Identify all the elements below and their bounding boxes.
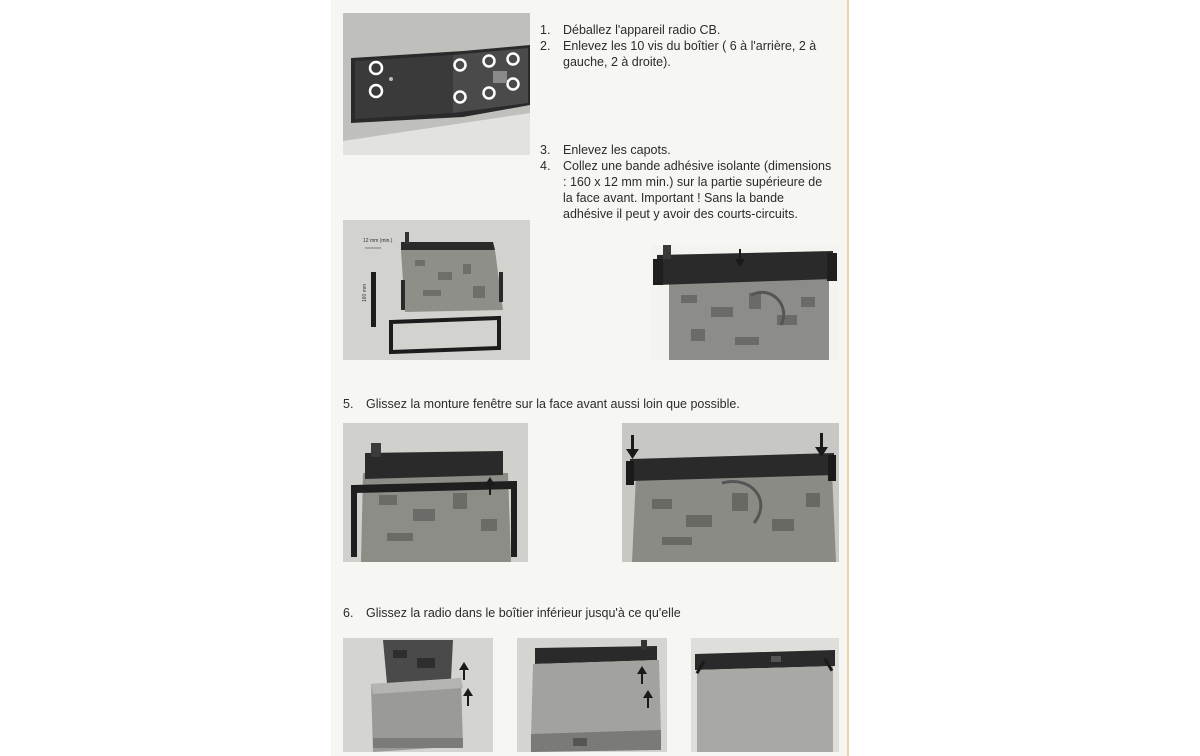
step-text: Collez une bande adhésive isolante (dimensions : 160 x 12 mm min.) sur la partie supérieure de la face avant. Important ! Sans la bande adhésive il peut y avoir des courts-circuits.: [563, 159, 832, 221]
radio-rear-illustration: [343, 13, 530, 155]
step-2: [540, 38, 840, 70]
step-text: Glissez la radio dans le boîtier inférieur jusqu'à ce qu'elle: [366, 606, 681, 620]
photo-radio-into-case: [343, 638, 493, 752]
step-number: 4.: [540, 159, 551, 173]
photo-radio-rear-screws: [343, 13, 530, 155]
step-6: [343, 605, 837, 621]
window-mount-illustration: [343, 423, 528, 562]
step-number: 1.: [540, 23, 551, 37]
parts-tape-illustration: [343, 220, 530, 360]
front-panel-illustration: [651, 245, 839, 360]
photo-window-mount-fitted: [622, 423, 839, 562]
step-text: Déballez l'appareil radio CB.: [563, 23, 721, 37]
tape-width-label: 12 mm (min.): [363, 238, 393, 244]
steps-1-2: [540, 22, 840, 70]
step-number: 2.: [540, 39, 551, 53]
step-text: Glissez la monture fenêtre sur la face avant aussi loin que possible.: [366, 397, 740, 411]
steps-3-4: [540, 142, 832, 222]
step-1: [540, 22, 840, 38]
photo-window-mount-slide: [343, 423, 528, 562]
manual-page: [331, 0, 849, 756]
step-5: [343, 396, 837, 412]
step-text: Enlevez les 10 vis du boîtier ( 6 à l'arrière, 2 à gauche, 2 à droite).: [563, 39, 817, 69]
step-4: [540, 158, 832, 222]
radio-closed-illustration: [691, 638, 839, 752]
step-text: Enlevez les capots.: [563, 143, 671, 157]
step-number: 5.: [343, 397, 354, 411]
window-mount-fitted-illustration: [622, 423, 839, 562]
photo-parts-tape: [343, 220, 530, 360]
step-number: 3.: [540, 143, 551, 157]
step-3: [540, 142, 832, 158]
step-6-row: [343, 605, 837, 621]
photo-front-panel-tape: [651, 245, 839, 360]
photo-radio-in-case: [517, 638, 667, 752]
radio-into-case-illustration: [343, 638, 493, 752]
radio-in-case-illustration: [517, 638, 667, 752]
step-number: 6.: [343, 606, 354, 620]
step-5-row: [343, 396, 837, 412]
tape-length-label: 160 mm: [362, 283, 368, 302]
photo-radio-closed: [691, 638, 839, 752]
